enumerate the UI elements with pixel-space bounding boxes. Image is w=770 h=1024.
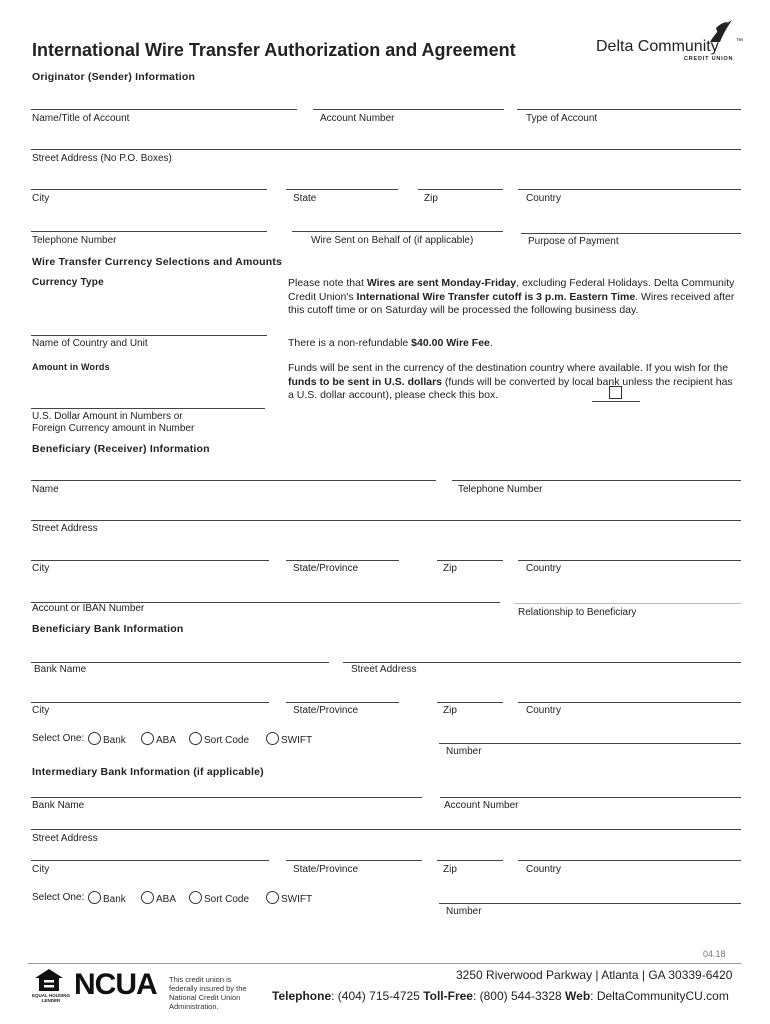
label: Street Address [351,664,417,675]
usd-funds-checkbox[interactable] [609,386,622,399]
label: Country [526,193,562,204]
originator-heading: Originator (Sender) Information [32,71,196,83]
inter-number-field[interactable] [439,903,741,904]
inter-country-field[interactable] [518,860,741,861]
originator-country-field[interactable] [518,189,741,190]
bene-bank-state-field[interactable] [286,702,399,703]
logo-text: Delta Community [596,38,719,55]
footer-address: 3250 Riverwood Parkway | Atlanta | GA 30339-6420 [456,968,733,982]
bene-bank-number-field[interactable] [439,743,741,744]
radio-icon [189,891,202,904]
label: Telephone Number [458,484,543,495]
inter-radio-sort-code[interactable]: Sort Code [189,891,249,905]
label: State/Province [293,563,359,574]
label: Country [526,705,562,716]
label: Account Number [320,113,395,124]
beneficiary-heading: Beneficiary (Receiver) Information [32,443,210,455]
logo-subtext: CREDIT UNION [684,56,734,62]
bene-bank-country-field[interactable] [518,702,741,703]
originator-name-field[interactable] [31,109,297,110]
wire-schedule-note: Please note that Wires are sent Monday-Friday, excluding Federal Holidays. Delta Community Credit Union's International Wire Transfer cutoff is 3 p.m. Eastern Time. Wires received after this cutoff time or on Saturday will be processed the following business day. [288,277,735,316]
label: State/Province [293,705,359,716]
bene-bank-city-field[interactable] [31,702,269,703]
select-one-label: Select One: [32,892,85,903]
delta-logo [596,18,746,64]
originator-type-field[interactable] [517,109,741,110]
currency-type-label: Currency Type [32,277,104,288]
inter-city-field[interactable] [31,860,269,861]
radio-icon [189,732,202,745]
originator-state-field[interactable] [286,189,398,190]
ncua-disclaimer: This credit union is federally insured by the National Credit Union Administration. [169,975,247,1011]
inter-zip-field[interactable] [437,860,503,861]
label: Type of Account [526,113,598,124]
radio-icon [88,732,101,745]
label: State/Province [293,864,359,875]
label: State [293,193,317,204]
select-one-label: Select One: [32,733,85,744]
originator-city-field[interactable] [31,189,267,190]
label: Name of Country and Unit [32,338,148,349]
beneficiary-relationship-field[interactable] [514,603,741,604]
beneficiary-telephone-field[interactable] [452,480,741,481]
form-title: International Wire Transfer Authorization and Agreement [32,40,516,60]
radio-icon [88,891,101,904]
bene-bank-zip-field[interactable] [437,702,503,703]
footer-contacts: Telephone: (404) 715-4725 Toll-Free: (800) 544-3328 Web: DeltaCommunityCU.com [272,989,729,1003]
beneficiary-country-field[interactable] [518,560,741,561]
wire-fee-note: There is a non-refundable $40.00 Wire Fee. [288,337,493,349]
label: Country [526,563,562,574]
originator-street-field[interactable] [31,149,741,150]
bene-bank-name-field[interactable] [31,662,329,663]
label: City [32,705,50,716]
label: City [32,193,50,204]
originator-telephone-field[interactable] [31,231,267,232]
inter-radio-aba[interactable]: ABA [141,891,176,905]
form-version: 04.18 [703,949,726,959]
beneficiary-city-field[interactable] [31,560,269,561]
currency-country-unit-field[interactable] [31,335,267,336]
label: Bank Name [32,800,85,811]
radio-icon [141,891,154,904]
inter-bank-name-field[interactable] [31,797,422,798]
label: City [32,864,50,875]
beneficiary-bank-heading: Beneficiary Bank Information [32,623,184,635]
label: Name/Title of Account [32,113,130,124]
beneficiary-name-field[interactable] [31,480,436,481]
inter-account-field[interactable] [440,797,741,798]
ncua-logo: NCUA [74,968,157,1001]
label: Account Number [444,800,519,811]
bene-radio-swift[interactable]: SWIFT [266,732,312,746]
beneficiary-state-field[interactable] [286,560,399,561]
label: Number [446,746,482,757]
label: Foreign Currency amount in Number [32,423,195,434]
label: Wire Sent on Behalf of (if applicable) [311,235,474,246]
radio-icon [266,732,279,745]
label: Country [526,864,562,875]
label: City [32,563,50,574]
label: Purpose of Payment [528,236,619,247]
originator-account-field[interactable] [313,109,504,110]
bene-radio-bank[interactable]: Bank [88,732,126,746]
label: Zip [443,563,457,574]
originator-behalf-field[interactable] [292,231,503,232]
checkbox-underline [592,401,640,402]
label: Zip [424,193,438,204]
label: Account or IBAN Number [32,603,145,614]
label: Street Address [32,833,98,844]
originator-zip-field[interactable] [418,189,503,190]
label: Telephone Number [32,235,117,246]
beneficiary-zip-field[interactable] [437,560,503,561]
label: Relationship to Beneficiary [518,607,637,618]
radio-icon [266,891,279,904]
footer-divider [28,963,741,964]
usd-funds-note: Funds will be sent in the currency of the destination country where available. If you wish for the funds to be sent in U.S. dollars (funds will be converted by local bank unless the recipient has a U.S. dollar account), please check this box. [288,362,733,401]
label: U.S. Dollar Amount in Numbers or [32,411,183,422]
equal-housing-text: EQUAL HOUSING LENDER [32,993,70,1003]
bene-radio-sort-code[interactable]: Sort Code [189,732,249,746]
amount-words-label: Amount in Words [32,362,110,372]
label: Bank Name [34,664,87,675]
inter-radio-swift[interactable]: SWIFT [266,891,312,905]
intermediary-heading: Intermediary Bank Information (if applicable) [32,766,264,778]
label: Name [32,484,59,495]
equal-housing-logo [32,968,72,1006]
label: Zip [443,864,457,875]
label: Street Address [32,523,98,534]
currency-heading: Wire Transfer Currency Selections and Amounts [32,256,283,268]
amount-numbers-field[interactable] [31,408,265,409]
house-icon [34,968,64,992]
inter-radio-bank[interactable]: Bank [88,891,126,905]
radio-icon [141,732,154,745]
beneficiary-street-field[interactable] [31,520,741,521]
label: Zip [443,705,457,716]
label: Number [446,906,482,917]
inter-state-field[interactable] [286,860,422,861]
originator-purpose-field[interactable] [521,233,741,234]
label: Street Address (No P.O. Boxes) [32,153,172,164]
logo-tm: ™ [736,38,743,45]
inter-street-field[interactable] [31,829,741,830]
bene-bank-street-field[interactable] [343,662,741,663]
bene-radio-aba[interactable]: ABA [141,732,176,746]
